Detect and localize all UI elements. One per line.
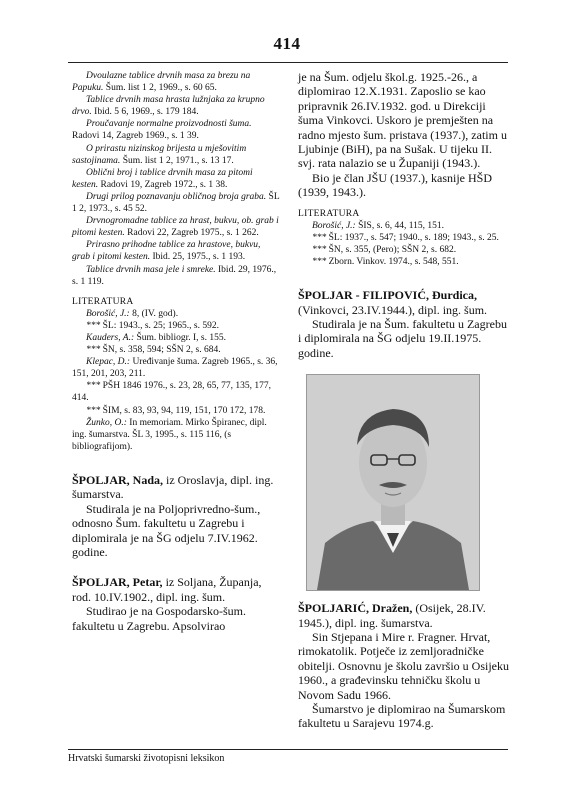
- work-entry: [72, 167, 280, 191]
- literature-author: ***: [86, 405, 101, 416]
- entry-heading: [298, 288, 510, 317]
- entry-heading: [298, 601, 510, 630]
- literature-source: Zborn. Vinkov. 1974., s. 548, 551.: [326, 257, 459, 268]
- literature-author: Kauders, A.:: [86, 332, 135, 343]
- work-entry: [72, 215, 280, 239]
- entry-name: ŠPOLJARIĆ, Dražen,: [298, 601, 413, 616]
- entry-spoljar-nada: [72, 473, 280, 559]
- portrait-image: [307, 375, 479, 590]
- footer-title: Hrvatski šumarski životopisni leksikon: [68, 753, 225, 764]
- literature-entry: [298, 232, 510, 244]
- literature-entry: [72, 344, 280, 356]
- right-column: [298, 70, 510, 731]
- work-source: Šum. list 1 2, 1971., s. 13 17.: [120, 155, 234, 166]
- literature-source: PŠH 1846 1976., s. 23, 28, 65, 77, 135, 177, 414.: [72, 381, 271, 404]
- work-source: Radovi 22, Zagreb 1975., s. 1 262.: [124, 228, 259, 239]
- entry-name: ŠPOLJAR, Nada,: [72, 472, 164, 487]
- entry-name: ŠPOLJAR - FILIPOVIĆ, Đurdica,: [298, 288, 478, 303]
- work-source: Ibid. 5 6, 1969., s. 179 184.: [91, 107, 199, 118]
- literature-author: Borošić, J.:: [86, 308, 130, 319]
- literature-source: 8, (IV. god).: [129, 308, 179, 319]
- literature-source: Uređivanje šuma. Zagreb 1965., s. 36, 151, 201, 203, 211.: [72, 357, 278, 380]
- literature-author: Žunko, O.:: [86, 417, 127, 428]
- work-title: Drvnogromadne tablice za hrast, bukvu, ob. grab i pitomi kesten.: [72, 216, 279, 239]
- literature-author: ***: [86, 345, 101, 356]
- work-title: Dvoulazne tablice drvnih masa za brezu na Papuku.: [72, 71, 251, 94]
- footer-rule: [68, 749, 508, 750]
- entry-intro: (Vinkovci, 23.IV.1944.), dipl. ing. šum.: [298, 302, 488, 317]
- work-title: Oblični broj i tablice drvnih masa za pitomi kesten.: [72, 167, 253, 190]
- entry-body: Studirao je na Gospodarsko-šum. fakultetu u Zagrebu. Apsolvirao: [72, 604, 246, 633]
- literature-entry: [298, 220, 510, 232]
- entry-body: Studirala je na Poljoprivredno-šum., odnosno Šum. fakultetu u Zagrebu i diplomirala je na ŠG odjelu 7.IV.1962. godine.: [72, 501, 261, 559]
- petar-literature: [298, 208, 510, 268]
- literature-entry: [72, 320, 280, 332]
- work-entry: [72, 94, 280, 118]
- literature-entry: [298, 244, 510, 256]
- entry-spoljaric-drazen: [298, 601, 510, 731]
- entry-heading: [72, 473, 280, 502]
- literature-source: ŠL: 1937., s. 547; 1940., s. 189; 1943., s. 25.: [326, 232, 499, 243]
- literature-source: ŠN, s. 358, 594; SŠN 2, s. 684.: [100, 345, 221, 356]
- literature-entry: [72, 356, 280, 380]
- works-list: [72, 70, 280, 453]
- literature-entry: [72, 308, 280, 320]
- literature-author: ***: [312, 244, 327, 255]
- literature-source: ŠIS, s. 6, 44, 115, 151.: [355, 220, 445, 231]
- literature-entry: [72, 380, 280, 404]
- work-source: Radovi 19, Zagreb 1972., s. 1 38.: [98, 179, 228, 190]
- entry-intro: iz Soljana, Županja, rod. 10.IV.1902., dipl. ing. šum.: [72, 575, 262, 604]
- header-rule: [68, 62, 508, 63]
- literatura-heading: LITERATURA: [298, 208, 360, 219]
- literature-author: Klepac, D.:: [86, 357, 131, 368]
- portrait-photo: [306, 374, 480, 591]
- literature-source: ŠN, s. 355, (Pero); SŠN 2, s. 682.: [326, 244, 457, 255]
- work-title: Tablice drvnih masa hrasta lužnjaka za krupno drvo.: [72, 95, 265, 118]
- entry-intro: (Osijek, 28.IV. 1945.), dipl. ing. šumarstva.: [298, 601, 486, 630]
- work-title: Prirasno prihodne tablice za hrastove, bukvu, grab i pitomi kesten.: [72, 240, 261, 263]
- entry-intro: iz Oroslavja, dipl. ing. šumarstva.: [72, 472, 274, 502]
- literatura-heading: LITERATURA: [72, 296, 134, 307]
- work-source: Ibid. 29, 1976., s. 1 119.: [72, 264, 277, 287]
- literature-entry: [72, 405, 280, 417]
- work-entry: [72, 118, 280, 142]
- entry-body: Studirala je na Šum. fakultetu u Zagrebu i diplomirala na ŠG odjelu 19.II.1975. godine.: [298, 316, 507, 360]
- literature-author: ***: [86, 320, 101, 331]
- page-number: 414: [273, 34, 301, 53]
- entry-spoljar-petar-continued: [298, 70, 510, 200]
- entry-name: ŠPOLJAR, Petar,: [72, 575, 163, 590]
- literature-author: ***: [312, 257, 327, 268]
- entry-body: Šumarstvo je diplomirao na Šumarskom fakultetu u Sarajevu 1974.g.: [298, 702, 506, 731]
- entry-spoljar-petar: [72, 575, 280, 633]
- literature-source: In memoriam. Mirko Špiranec, dipl. ing. šumarstva. ŠL 3, 1995., s. 115 116, (s bibliografijom).: [72, 417, 267, 452]
- work-title: Proučavanje normalne proizvodnosti šuma.: [86, 119, 252, 130]
- work-source: Radovi 14, Zagreb 1969., s. 1 39.: [72, 131, 199, 142]
- literature-source: ŠL: 1943., s. 25; 1965., s. 592.: [100, 320, 220, 331]
- literature-author: Borošić, J.:: [312, 220, 356, 231]
- entry-spoljar-filipovic-durdica: [298, 288, 510, 360]
- work-source: Ibid. 25, 1975., s. 1 193.: [150, 252, 246, 263]
- work-source: ŠL 1 2, 1973., s. 45 52.: [72, 191, 280, 215]
- literature-source: ŠIM, s. 83, 93, 94, 119, 151, 170 172, 178.: [100, 405, 266, 416]
- work-title: Tablice drvnih masa jele i smreke.: [86, 264, 216, 275]
- work-source: Šum. list 1 2, 1969., s. 60 65.: [103, 83, 217, 94]
- literature-source: Šum. bibliogr. I, s. 155.: [134, 332, 226, 343]
- work-entry: [72, 143, 280, 167]
- entry-body: je na Šum. odjelu škol.g. 1925.-26., a diplomirao 12.X.1931. Zaposlio se kao pripravnik 26.IV.1932. god. u Direkciji šuma Vinkovci. Uskoro je premješten na radno mjesto šum. pristava (1937.), zatim u Ljubinje (BiH), pa na Sušak. U tijeku II. svj. rata nalazio se u Županiji (1943.).: [298, 70, 507, 171]
- literature-author: ***: [312, 232, 327, 243]
- literature-author: ***: [86, 381, 101, 392]
- work-entry: [72, 70, 280, 94]
- entry-body: Sin Stjepana i Mire r. Fragner. Hrvat, rimokatolik. Potječe iz zemljoradničke obitelji. Osnovnu je školu završio u Osijeku 1960., a građevinsku tehničku školu u Novom Sadu 1966.: [298, 629, 509, 702]
- work-entry: [72, 239, 280, 263]
- literature-entry: [72, 417, 280, 453]
- entry-heading: [72, 575, 280, 604]
- work-title: O prirastu nizinskog brijesta u mješovitim sastojinama.: [72, 143, 247, 166]
- literature-entry: [298, 256, 510, 268]
- work-entry: [72, 191, 280, 215]
- left-column: [72, 70, 280, 633]
- work-title: Drugi prilog poznavanju obličnog broja graba.: [86, 191, 267, 202]
- work-entry: [72, 264, 280, 288]
- entry-membership: Bio je član JŠU (1937.), kasnije HŠD (1939, 1943.).: [298, 170, 492, 200]
- literature-entry: [72, 332, 280, 344]
